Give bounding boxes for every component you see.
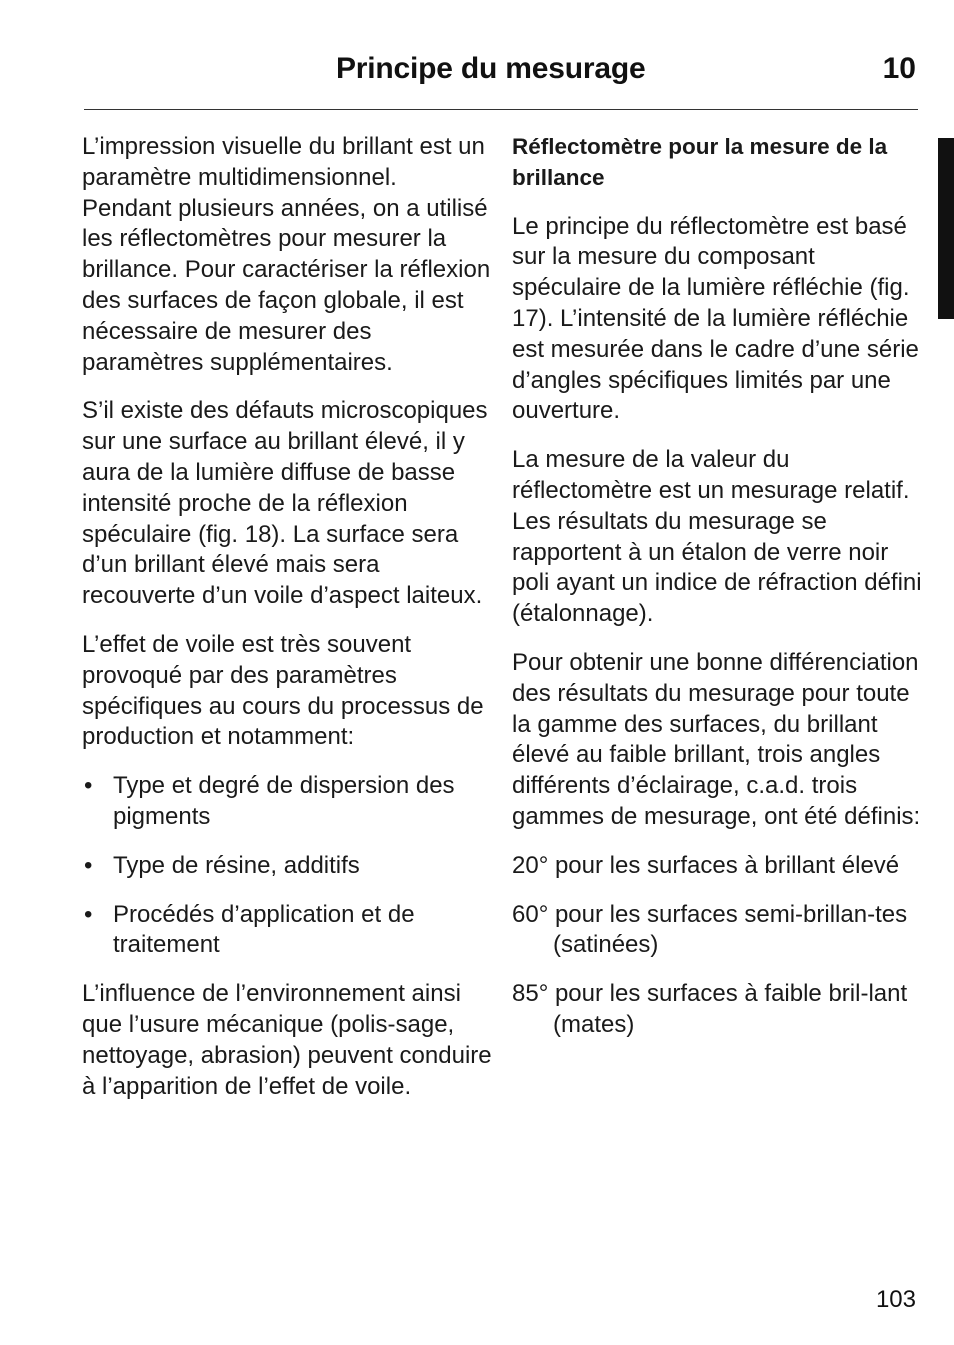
page-title: Principe du mesurage xyxy=(336,52,646,85)
list-item: • Procédés d’application et de traitement xyxy=(82,900,492,962)
chapter-thumb-tab xyxy=(938,138,954,319)
paragraph: L’influence de l’environnement ainsi que l’usure mécanique (polis-sage, nettoyage, abrasion) peuvent conduire à l’apparition de l’effet de voile. xyxy=(82,980,492,1100)
paragraph: Pour obtenir une bonne différenciation des résultats du mesurage pour toute la gamme des surfaces, du brillant élevé au faible brillant, trois angles différents d’éclairage, c.a.d. trois gammes de mesurage, ont été définis: xyxy=(512,648,921,830)
paragraph: S’il existe des défauts microscopiques sur une surface au brillant élevé, il y aura de la lumière diffuse de basse intensité proche de la réflexion spéculaire (fig. 18). La surface sera d’un brillant élevé mais sera recouverte d’un voile d’aspect laiteux. xyxy=(82,397,488,610)
list-item: 85° pour les surfaces à faible bril-lant (mates) xyxy=(512,980,908,1038)
angle-list xyxy=(512,851,924,1041)
list-item: • Type de résine, additifs xyxy=(82,851,492,882)
bullet-list xyxy=(82,771,492,961)
list-item: 20° pour les surfaces à brillant élevé xyxy=(512,851,900,879)
list-item: • Type et degré de dispersion des pigments xyxy=(82,771,492,833)
list-item: 60° pour les surfaces semi-brillan-tes (satinées) xyxy=(512,900,908,959)
paragraph: L’effet de voile est très souvent provoqué par des paramètres spécifiques au cours du processus de production et notamment: xyxy=(82,630,484,751)
page-number: 103 xyxy=(875,1286,916,1313)
header-divider xyxy=(84,109,918,110)
right-column xyxy=(512,132,924,1059)
chapter-number: 10 xyxy=(882,52,916,85)
left-column xyxy=(82,132,492,1120)
paragraph: L’impression visuelle du brillant est un paramètre multidimensionnel. Pendant plusieurs années, on a utilisé les réflectomètres pour mesurer la brillance. Pour caractériser la réflexion des surfaces de façon globale, il est nécessaire de mesurer des paramètres supplémentaires. xyxy=(82,133,491,376)
section-heading: Réflectomètre pour la mesure de la brillance xyxy=(512,134,888,190)
paragraph: Le principe du réflectomètre est basé sur la mesure du composant spéculaire de la lumière réfléchie (fig. 17). L’intensité de la lumière réfléchie est mesurée dans le cadre d’une série d’angles spécifiques limités par une ouverture. xyxy=(512,212,919,425)
paragraph: La mesure de la valeur du réflectomètre est un mesurage relatif. Les résultats du mesurage se rapportent à un étalon de verre noir poli ayant un indice de réfraction défini (étalonnage). xyxy=(512,446,922,628)
